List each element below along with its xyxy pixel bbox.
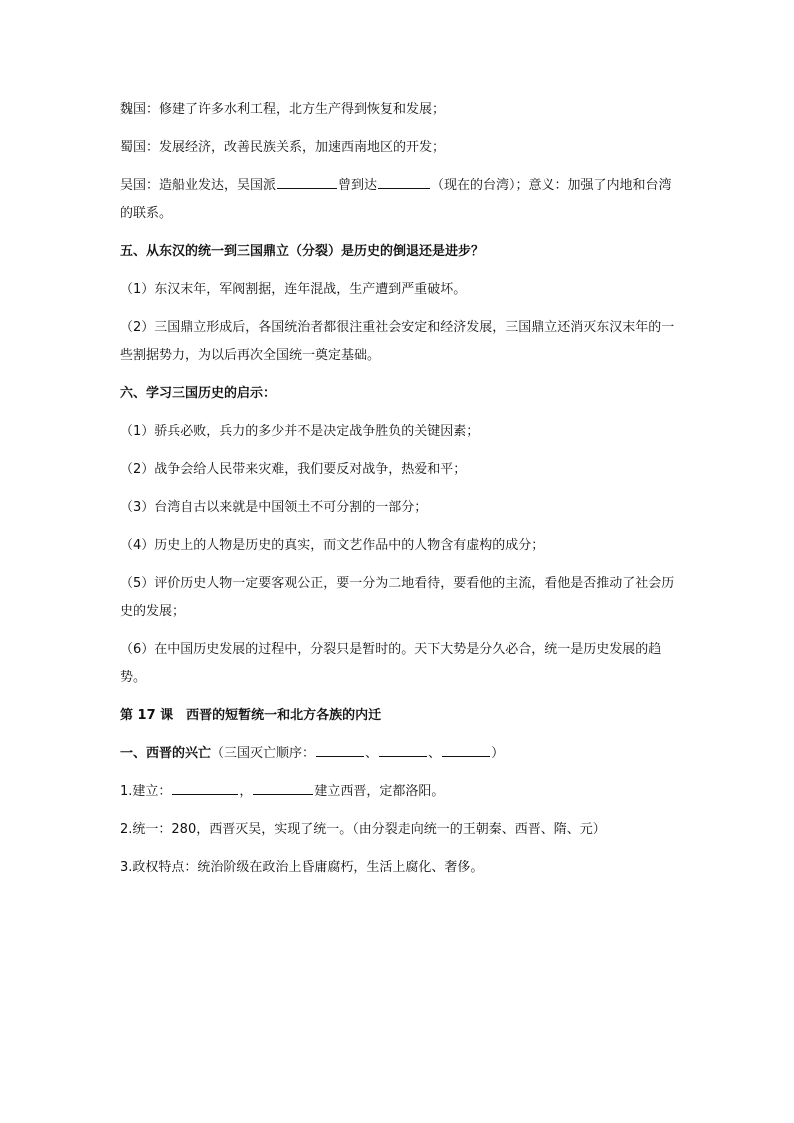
shu-line: 蜀国：发展经济，改善民族关系，加速西南地区的开发； [120, 140, 446, 155]
section-6-item-4: （4）历史上的人物是历史的真实，而文艺作品中的人物含有虚构的成分； [120, 538, 545, 553]
item-1-comma: ， [239, 784, 253, 799]
answer-blank [378, 174, 430, 189]
section-5-heading: 五、从东汉的统一到三国鼎立（分裂）是历史的倒退还是进步？ [120, 244, 485, 259]
answer-blank [442, 742, 490, 757]
section-5-item-2: （2）三国鼎立形成后，各国统治者都很注重社会安定和经济发展，三国鼎立还消灭东汉末年的一些割据势力，为以后再次全国统一奠定基础。 [120, 320, 675, 363]
section-6-heading: 六、学习三国历史的启示： [120, 386, 277, 401]
item-2-unification: 2.统一：280，西晋灭吴，实现了统一。（由分裂走向统一的王朝秦、西晋、隋、元） [120, 822, 606, 837]
wu-line-part-1: 吴国：造船业发达，吴国派 [120, 178, 277, 193]
lesson-17-title: 第 17 课 西晋的短暂统一和北方各族的内迁 [120, 708, 382, 723]
wu-line-part-2: 曾到达 [338, 178, 378, 193]
section-6-item-2: （2）战争会给人民带来灾难，我们要反对战争，热爱和平； [120, 462, 467, 477]
wei-line: 魏国：修建了许多水利工程，北方生产得到恢复和发展； [120, 102, 446, 117]
section-1-heading [120, 740, 680, 768]
answer-blank [277, 174, 337, 189]
item-1-founding [120, 778, 680, 806]
section-6-item-6: （6）在中国历史发展的过程中，分裂只是暂时的。天下大势是分久必合，统一是历史发展的趋势。 [120, 642, 662, 685]
section-1-title: 一、西晋的兴亡 [120, 746, 212, 761]
answer-blank [253, 780, 313, 795]
section-5-item-1: （1）东汉末年，军阀割据，连年混战，生产遭到严重破坏。 [120, 282, 467, 297]
section-6-item-5: （5）评价历史人物一定要客观公正，要一分为二地看待，要看他的主流，看他是否推动了社会历史的发展； [120, 576, 675, 619]
item-1-part-1: 1.建立： [120, 784, 172, 799]
section-1-note-open: （三国灭亡顺序： [211, 746, 316, 761]
wu-line [120, 172, 680, 228]
answer-blank [172, 780, 238, 795]
item-3-regime-traits: 3.政权特点：统治阶级在政治上昏庸腐朽，生活上腐化、奢侈。 [120, 860, 484, 875]
section-1-note-close: ） [491, 746, 505, 761]
item-1-part-2: 建立西晋，定都洛阳。 [314, 784, 445, 799]
wu-line-part-3: （现在的台湾）；意义：加强了内地和台湾的联系。 [120, 178, 672, 221]
document-page [120, 96, 680, 892]
section-6-item-3: （3）台湾自古以来就是中国领土不可分割的一部分； [120, 500, 428, 515]
section-6-item-1: （1）骄兵必败，兵力的多少并不是决定战争胜负的关键因素； [120, 424, 480, 439]
answer-blank [316, 742, 364, 757]
separator: 、 [365, 746, 379, 761]
answer-blank [379, 742, 427, 757]
separator: 、 [428, 746, 442, 761]
